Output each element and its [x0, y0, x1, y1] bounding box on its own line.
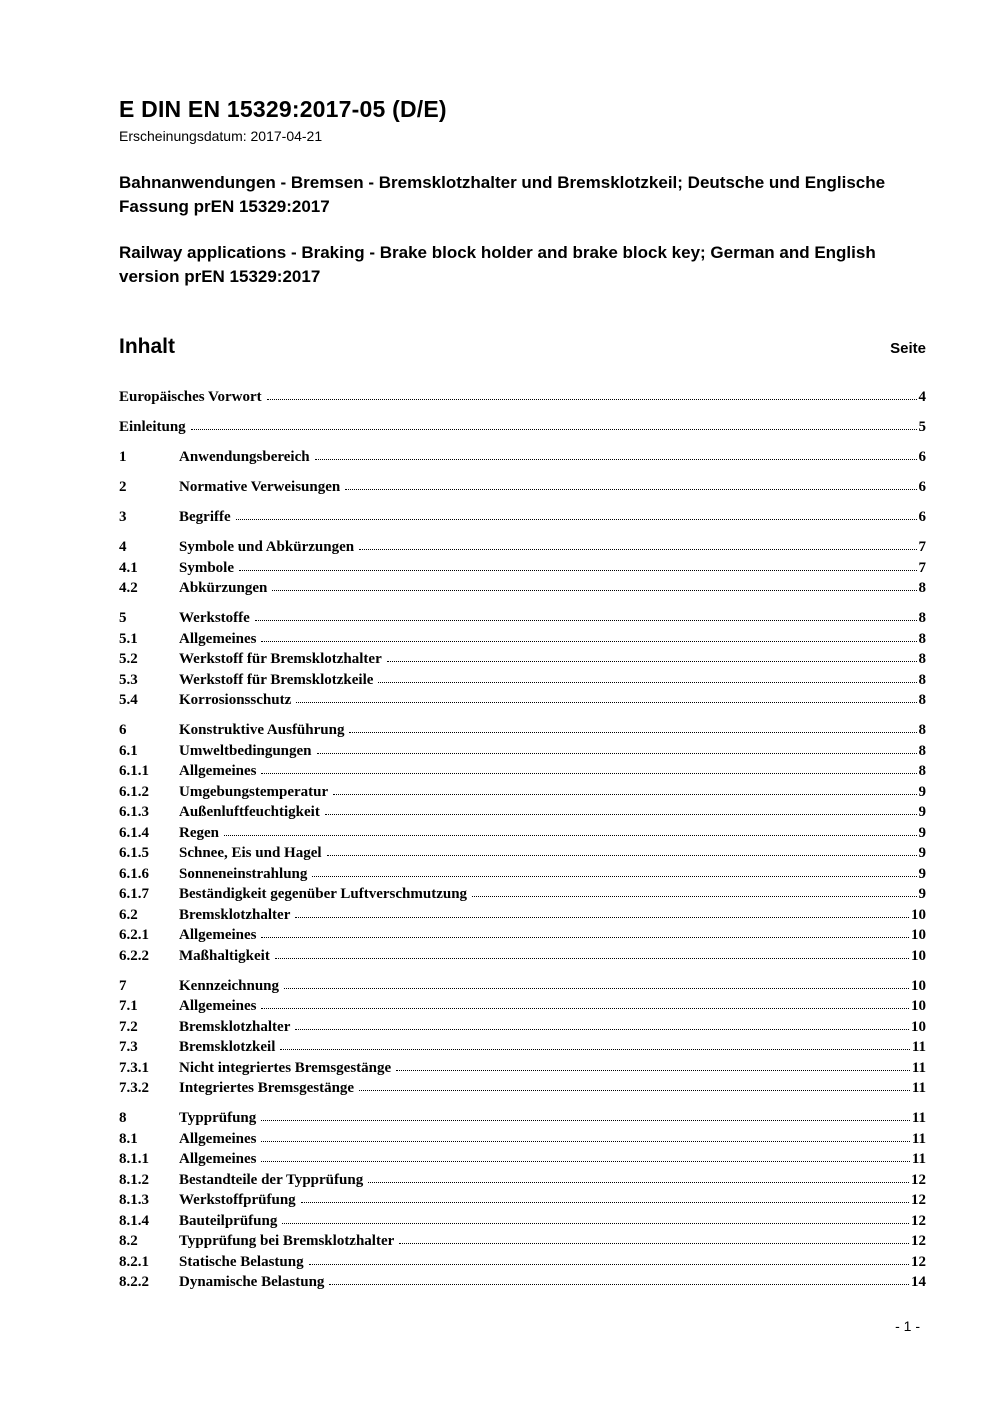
toc-leader-dots — [261, 1008, 909, 1009]
toc-entry-number: 5.3 — [119, 671, 138, 688]
toc-entry — [119, 996, 926, 1017]
toc-entry-number: 4.1 — [119, 559, 138, 576]
toc-entry-label: Werkstoffe — [179, 610, 250, 626]
toc-entry — [119, 1037, 926, 1058]
toc-entry-number: 8.2.1 — [119, 1253, 149, 1270]
toc-entry — [119, 1170, 926, 1191]
toc-entry — [119, 1231, 926, 1252]
toc-entry-label: Schnee, Eis und Hagel — [179, 845, 322, 861]
toc-leader-dots — [261, 773, 916, 774]
toc-entry-number: 6.1.5 — [119, 845, 149, 861]
toc-entry — [119, 1108, 926, 1129]
toc-header-row — [119, 335, 926, 359]
toc-leader-dots — [295, 917, 909, 918]
toc-entry-number: 7.3.1 — [119, 1059, 149, 1076]
toc-leader-dots — [309, 1264, 909, 1265]
toc-leader-dots — [296, 702, 916, 703]
toc-entry — [119, 884, 926, 905]
page-content — [119, 0, 926, 1293]
toc-entry-label: Symbole — [179, 559, 235, 576]
toc-entry-page: 12 — [911, 1233, 926, 1249]
toc-leader-dots — [333, 794, 916, 795]
toc-entry — [119, 387, 926, 408]
toc-entry-number: 6.1.1 — [119, 763, 149, 779]
toc-entry-page: 6 — [918, 449, 926, 465]
toc-entry-label: Außenluftfeuchtigkeit — [179, 804, 320, 820]
document-title-german: Bahnanwendungen - Bremsen - Bremsklotzhalter und Bremsklotzkeil; Deutsche und Englische Fassung prEN 15329:2017 — [119, 173, 886, 216]
toc-entry-label: Statische Belastung — [179, 1253, 304, 1270]
toc-entry-number: 8.1.2 — [119, 1171, 149, 1188]
toc-entry-number: 8.2 — [119, 1233, 138, 1249]
toc-entry-page: 10 — [911, 947, 926, 964]
toc-entry-label: Bremsklotzhalter — [179, 1018, 291, 1035]
footer-page-number: - 1 - — [895, 1318, 920, 1334]
toc-entry — [119, 608, 926, 629]
toc-entry-page: 10 — [911, 977, 926, 994]
toc-entry-label: Anwendungsbereich — [179, 449, 310, 465]
toc-entry-number: 2 — [119, 479, 127, 495]
toc-entry-number: 7.2 — [119, 1018, 138, 1035]
toc-entry-number: 4.2 — [119, 580, 138, 596]
toc-leader-dots — [261, 937, 909, 938]
toc-entry-page: 11 — [911, 1039, 926, 1055]
toc-leader-dots — [345, 489, 916, 490]
toc-entry-page: 14 — [911, 1274, 926, 1290]
toc-entry-number: 6.2.2 — [119, 947, 149, 964]
toc-entry-number: 8.1.3 — [119, 1192, 149, 1208]
toc-entry-label: Umweltbedingungen — [179, 742, 312, 759]
toc-entry — [119, 1211, 926, 1232]
toc-entry-number: 8.1.1 — [119, 1151, 149, 1167]
toc-entry — [119, 761, 926, 782]
issue-date: Erscheinungsdatum: 2017-04-21 — [119, 128, 323, 144]
toc-entry — [119, 1058, 926, 1079]
toc-leader-dots — [272, 590, 916, 591]
toc-entry — [119, 417, 926, 438]
toc-entry-label: Beständigkeit gegenüber Luftverschmutzung — [179, 886, 468, 902]
toc-leader-dots — [239, 570, 916, 571]
toc-entry-number: 8.1.4 — [119, 1212, 149, 1229]
toc-entry-label: Werkstoffprüfung — [179, 1192, 296, 1208]
toc-entry-page: 11 — [911, 1059, 926, 1076]
toc-entry-label: Allgemeines — [179, 1151, 257, 1167]
toc-leader-dots — [261, 1120, 910, 1121]
toc-entry-page: 12 — [911, 1253, 926, 1270]
toc-entry — [119, 507, 926, 528]
toc-entry-number: 3 — [119, 509, 127, 525]
toc-entry-number: 1 — [119, 449, 127, 465]
toc-entry — [119, 720, 926, 741]
toc-entry-label: Europäisches Vorwort — [119, 389, 262, 405]
toc-entry-label: Werkstoff für Bremsklotzhalter — [179, 651, 382, 667]
toc-entry — [119, 447, 926, 468]
toc-entry-label: Typprüfung bei Bremsklotzhalter — [179, 1233, 395, 1249]
toc-leader-dots — [399, 1243, 909, 1244]
toc-leader-dots — [224, 835, 917, 836]
toc-list — [119, 387, 926, 1293]
toc-entry-page: 8 — [918, 651, 926, 667]
toc-entry-page: 10 — [911, 998, 926, 1014]
toc-entry-label: Allgemeines — [179, 1130, 257, 1147]
toc-entry-label: Abkürzungen — [179, 580, 268, 596]
toc-entry-label: Dynamische Belastung — [179, 1274, 325, 1290]
toc-entry — [119, 843, 926, 864]
toc-entry-page: 8 — [918, 763, 926, 779]
toc-leader-dots — [191, 429, 917, 430]
toc-leader-dots — [325, 814, 917, 815]
toc-entry — [119, 670, 926, 691]
toc-entry-number: 7.3 — [119, 1039, 138, 1055]
toc-entry — [119, 578, 926, 599]
toc-entry-number: 8.1 — [119, 1130, 138, 1147]
toc-leader-dots — [261, 1161, 909, 1162]
toc-leader-dots — [378, 682, 916, 683]
toc-entry-page: 11 — [911, 1130, 926, 1147]
toc-entry-label: Allgemeines — [179, 927, 257, 943]
toc-entry-label: Integriertes Bremsgestänge — [179, 1080, 355, 1096]
toc-entry-label: Sonneneinstrahlung — [179, 865, 308, 882]
toc-entry-page: 6 — [918, 509, 926, 525]
toc-entry-page: 12 — [911, 1171, 926, 1188]
toc-entry-page: 11 — [911, 1080, 926, 1096]
toc-entry-number: 4 — [119, 539, 127, 555]
toc-entry-label: Korrosionsschutz — [179, 692, 292, 708]
toc-entry — [119, 741, 926, 762]
toc-entry-page: 10 — [911, 1018, 926, 1035]
toc-leader-dots — [327, 855, 917, 856]
toc-entry-label: Bauteilprüfung — [179, 1212, 278, 1229]
toc-entry — [119, 782, 926, 803]
toc-entry-page: 11 — [911, 1151, 926, 1167]
toc-entry — [119, 864, 926, 885]
toc-entry-page: 10 — [911, 927, 926, 943]
toc-entry — [119, 1129, 926, 1150]
toc-leader-dots — [255, 620, 917, 621]
toc-entry-page: 8 — [918, 580, 926, 596]
toc-entry — [119, 905, 926, 926]
toc-entry-label: Umgebungstemperatur — [179, 783, 329, 800]
toc-entry-label: Regen — [179, 824, 219, 841]
toc-entry — [119, 629, 926, 650]
toc-entry-number: 6.1.3 — [119, 804, 149, 820]
toc-leader-dots — [295, 1029, 909, 1030]
toc-entry-label: Konstruktive Ausführung — [179, 722, 345, 738]
toc-entry-label: Bestandteile der Typprüfung — [179, 1171, 364, 1188]
toc-entry-number: 6.2 — [119, 906, 138, 923]
toc-entry — [119, 1017, 926, 1038]
toc-entry-number: 6.2.1 — [119, 927, 149, 943]
toc-entry-number: 5.2 — [119, 651, 138, 667]
toc-leader-dots — [317, 753, 917, 754]
toc-entry-number: 6.1.7 — [119, 886, 149, 902]
toc-entry-label: Begriffe — [179, 509, 231, 525]
toc-entry-page: 7 — [918, 539, 926, 555]
toc-entry-label: Symbole und Abkürzungen — [179, 539, 355, 555]
toc-entry-page: 9 — [918, 865, 926, 882]
toc-leader-dots — [387, 661, 917, 662]
toc-leader-dots — [275, 958, 909, 959]
toc-entry-page: 4 — [918, 389, 926, 405]
toc-entry-page: 9 — [918, 824, 926, 841]
toc-entry-page: 12 — [911, 1192, 926, 1208]
toc-entry-page: 8 — [918, 722, 926, 738]
toc-entry — [119, 925, 926, 946]
toc-leader-dots — [282, 1223, 909, 1224]
toc-entry — [119, 649, 926, 670]
toc-leader-dots — [301, 1202, 909, 1203]
toc-entry — [119, 1252, 926, 1273]
toc-entry — [119, 802, 926, 823]
toc-entry-number: 5.4 — [119, 692, 138, 708]
toc-entry — [119, 690, 926, 711]
toc-leader-dots — [284, 988, 909, 989]
toc-leader-dots — [329, 1284, 909, 1285]
toc-leader-dots — [261, 1141, 909, 1142]
toc-entry-page: 5 — [918, 419, 926, 435]
toc-entry-number: 7.1 — [119, 998, 138, 1014]
toc-entry-label: Typprüfung — [179, 1110, 257, 1126]
toc-entry-number: 6.1 — [119, 742, 138, 759]
toc-leader-dots — [349, 732, 916, 733]
toc-entry-label: Allgemeines — [179, 998, 257, 1014]
toc-entry — [119, 537, 926, 558]
toc-entry — [119, 1078, 926, 1099]
toc-entry-label: Allgemeines — [179, 763, 257, 779]
toc-entry-label: Allgemeines — [179, 630, 257, 647]
toc-entry-number: 8 — [119, 1110, 127, 1126]
toc-entry-number: 8.2.2 — [119, 1274, 149, 1290]
toc-leader-dots — [267, 399, 917, 400]
toc-entry-number: 6.1.2 — [119, 783, 149, 800]
toc-entry-page: 7 — [918, 559, 926, 576]
document-title-english: Railway applications - Braking - Brake block holder and brake block key; German and English version prEN 15329:2017 — [119, 243, 876, 286]
toc-entry — [119, 976, 926, 997]
toc-entry-page: 9 — [918, 783, 926, 800]
toc-entry-page: 8 — [918, 742, 926, 759]
toc-page-column-label: Seite — [890, 340, 926, 357]
toc-leader-dots — [315, 459, 917, 460]
toc-entry — [119, 558, 926, 579]
toc-leader-dots — [312, 876, 916, 877]
toc-entry-page: 8 — [918, 692, 926, 708]
toc-entry — [119, 823, 926, 844]
toc-entry-label: Bremsklotzhalter — [179, 906, 291, 923]
toc-leader-dots — [396, 1070, 910, 1071]
document-number-heading: E DIN EN 15329:2017-05 (D/E) — [119, 96, 447, 122]
toc-entry-page: 6 — [918, 479, 926, 495]
toc-entry-label: Nicht integriertes Bremsgestänge — [179, 1059, 392, 1076]
toc-entry-page: 12 — [911, 1212, 926, 1229]
toc-entry-number: 7 — [119, 977, 127, 994]
toc-entry-number: 7.3.2 — [119, 1080, 149, 1096]
toc-entry-number: 5.1 — [119, 630, 138, 647]
toc-leader-dots — [472, 896, 916, 897]
toc-leader-dots — [236, 519, 917, 520]
toc-entry-page: 9 — [918, 804, 926, 820]
toc-entry-page: 9 — [918, 886, 926, 902]
toc-entry-page: 9 — [918, 845, 926, 861]
toc-leader-dots — [280, 1049, 909, 1050]
toc-entry-label: Werkstoff für Bremsklotzkeile — [179, 671, 374, 688]
toc-entry-page: 8 — [918, 610, 926, 626]
toc-entry-label: Normative Verweisungen — [179, 479, 341, 495]
toc-entry — [119, 1149, 926, 1170]
toc-entry-page: 11 — [911, 1110, 926, 1126]
toc-leader-dots — [368, 1182, 909, 1183]
toc-entry-number: 5 — [119, 610, 127, 626]
toc-entry-page: 10 — [911, 906, 926, 923]
toc-entry — [119, 477, 926, 498]
toc-entry-label: Einleitung — [119, 419, 186, 435]
toc-entry-number: 6.1.4 — [119, 824, 149, 841]
toc-leader-dots — [261, 641, 916, 642]
toc-leader-dots — [359, 549, 916, 550]
toc-heading: Inhalt — [119, 335, 175, 358]
toc-entry-label: Maßhaltigkeit — [179, 947, 270, 964]
toc-entry-page: 8 — [918, 671, 926, 688]
toc-leader-dots — [359, 1090, 910, 1091]
toc-entry-label: Bremsklotzkeil — [179, 1039, 276, 1055]
toc-entry — [119, 1190, 926, 1211]
toc-entry — [119, 946, 926, 967]
toc-entry-label: Kennzeichnung — [179, 977, 280, 994]
toc-entry-number: 6 — [119, 722, 127, 738]
toc-entry — [119, 1272, 926, 1293]
toc-entry-number: 6.1.6 — [119, 865, 149, 882]
toc-entry-page: 8 — [918, 630, 926, 647]
